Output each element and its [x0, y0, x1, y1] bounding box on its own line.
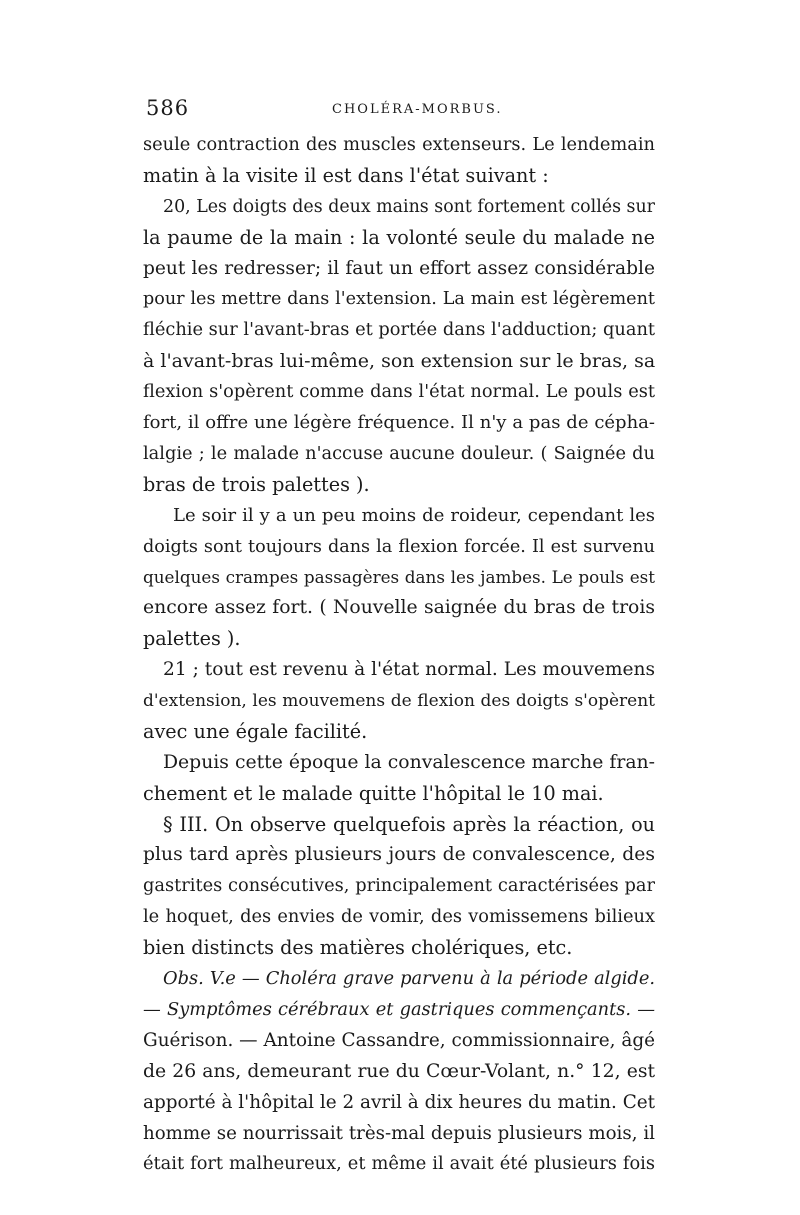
text-line: était fort malheureux, et même il avait été plusieurs fois [143, 1153, 655, 1175]
text-line: pour les mettre dans l'extension. La main est légèrement [143, 289, 655, 310]
text-line: avec une égale facilité. [143, 719, 368, 743]
text-line: chement et le malade quitte l'hôpital le 10 mai. [143, 781, 604, 805]
text-line: quelques crampes passagères dans les jambes. Le pouls est [143, 567, 655, 588]
running-title: CHOLÉRA-MORBUS. [332, 102, 503, 117]
text-line: Le soir il y a un peu moins de roideur, cependant les [173, 504, 655, 526]
text-line: bien distincts des matières cholériques, etc. [143, 936, 573, 960]
text-line: la paume de la main : la volonté seule du malade ne [143, 225, 655, 249]
page-header [146, 96, 658, 126]
page-number: 586 [146, 96, 190, 120]
text-line: apporté à l'hôpital le 2 avril à dix heures du matin. Cet [143, 1091, 656, 1113]
text-line: Depuis cette époque la convalescence marche fran- [163, 751, 655, 773]
text-line: lalgie ; le malade n'accuse aucune douleur. ( Saignée du [143, 442, 655, 464]
text-line: matin à la visite il est dans l'état suivant : [143, 163, 549, 187]
body-text [143, 130, 655, 1180]
text-line: d'extension, les mouvemens de flexion des doigts s'opèrent [143, 691, 655, 712]
text-line: à l'avant-bras lui-même, son extension sur le bras, sa [143, 350, 656, 373]
text-line: plus tard après plusieurs jours de convalescence, des [143, 844, 655, 866]
text-line: 20, Les doigts des deux mains sont fortement collés sur [163, 196, 655, 217]
text-line: — Symptômes cérébraux et gastriques commençants. — [143, 998, 655, 1020]
text-line: fléchie sur l'avant-bras et portée dans l'adduction; quant [143, 319, 656, 341]
text-line: fort, il offre une légère fréquence. Il n'y a pas de cépha- [143, 412, 655, 434]
text-line: palettes ). [143, 627, 241, 651]
text-line: gastrites consécutives, principalement caractérisées par [143, 875, 655, 897]
text-line: Obs. V.e — Choléra grave parvenu à la période algide. [163, 968, 655, 990]
text-line: de 26 ans, demeurant rue du Cœur-Volant, n.° 12, est [143, 1060, 655, 1082]
text-line: 21 ; tout est revenu à l'état normal. Les mouvemens [163, 659, 655, 681]
text-line: § III. On observe quelquefois après la réaction, ou [163, 812, 655, 836]
text-line: encore assez fort. ( Nouvelle saignée du bras de trois [143, 597, 655, 619]
text-line: seule contraction des muscles extenseurs. Le lendemain [143, 134, 655, 155]
text-line: bras de trois palettes ). [143, 472, 370, 496]
text-line: homme se nourrissait très-mal depuis plusieurs mois, il [143, 1122, 655, 1144]
text-line: doigts sont toujours dans la flexion forcée. Il est survenu [143, 536, 655, 557]
text-line: le hoquet, des envies de vomir, des vomissemens bilieux [143, 906, 655, 928]
text-line: peut les redresser; il faut un effort assez considérable [143, 257, 655, 279]
text-line: Guérison. — Antoine Cassandre, commissionnaire, âgé [143, 1029, 655, 1051]
text-line: flexion s'opèrent comme dans l'état normal. Le pouls est [143, 381, 655, 403]
